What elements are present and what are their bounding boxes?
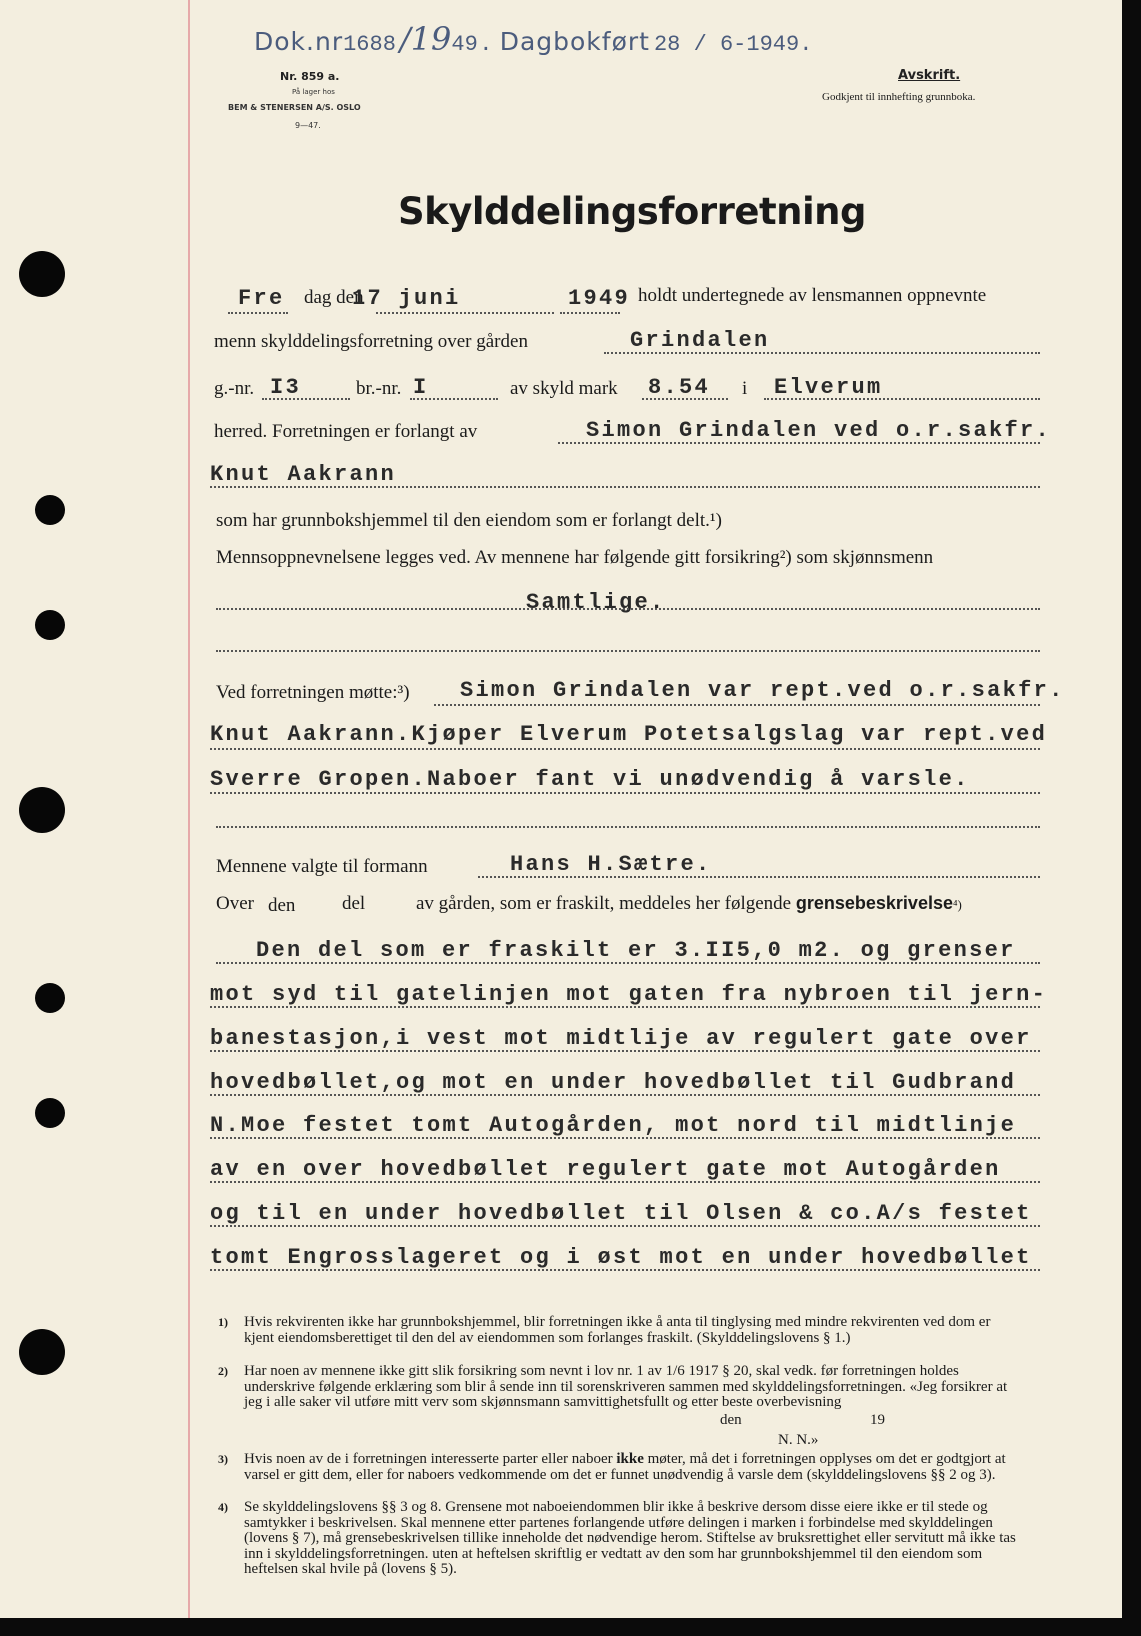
punch-hole — [19, 251, 65, 297]
farm-name: Grindalen — [630, 328, 770, 353]
punch-hole — [19, 787, 65, 833]
over-label: Over — [216, 893, 254, 914]
footnote-3-text-b: møter, må det i forretningen opplyses om det er godtgjort at varsel er gitt dem, eller for naboers vedkommende om det er funnet unødvendig å varsle dem (skylddelingslovens §§ 2 og 3). — [244, 1451, 1006, 1483]
boundary-line: N.Moe festet tomt Autogården, mot nord til midtlinje — [210, 1113, 1017, 1138]
copy-title: Avskrift. — [898, 68, 961, 83]
gnr-label: g.-nr. — [214, 378, 255, 399]
dagbok-month-year: 6-1949. — [719, 32, 813, 57]
dok-label: Dok.nr — [254, 27, 344, 56]
boundary-intro — [416, 893, 962, 915]
boundary-intro-bold: grensebeskrivelse — [795, 893, 953, 913]
chairman-name: Hans H.Sætre. — [510, 852, 712, 877]
requester-line-2: Knut Aakrann — [210, 462, 397, 487]
footnote-2-year: 19 — [870, 1412, 885, 1428]
punch-hole — [35, 495, 65, 525]
footnote-1-mark: 1) — [218, 1315, 228, 1329]
punch-hole — [19, 1329, 65, 1375]
municipality: Elverum — [774, 375, 883, 400]
publisher-line-3: 9—47. — [295, 121, 321, 130]
den-label: den — [268, 895, 296, 916]
footnote-3-text-a: Hvis noen av de i forretningen interesserte parter eller naboer — [244, 1451, 613, 1467]
meeting-line-1: Simon Grindalen var rept.ved o.r.sakfr. — [460, 678, 1065, 703]
dag-den-label: dag den — [304, 287, 364, 308]
boundary-line: av en over hovedbøllet regulert gate mot Autogården — [210, 1157, 1001, 1182]
meeting-line-2: Knut Aakrann.Kjøper Elverum Potetsalgslag var rept.ved — [210, 722, 1048, 747]
footnote-2-text: Har noen av mennene ikke gitt slik forsikring som nevnt i lov nr. 1 av 1/6 1917 § 20, skal vedk. før forretningen holdes underskrive følgende erklæring som blir å sende inn til sorenskriveren sammen med skylddelingsforretningen. «Jeg forsikrer at jeg i alle saker vil utføre mitt verv som skjønnsmann samvittighetsfullt og etter beste overbevisning — [244, 1363, 1008, 1410]
bnr-label: br.-nr. — [356, 378, 402, 399]
publisher-line-1: På lager hos — [292, 88, 335, 96]
requester-line-1: Simon Grindalen ved o.r.sakfr. — [586, 418, 1052, 443]
boundary-line: og til en under hovedbøllet til Olsen & co.A/s festet — [210, 1201, 1032, 1226]
boundary-line: hovedbøllet,og mot en under hovedbøllet til Gudbrand — [210, 1070, 1017, 1095]
punch-hole — [35, 983, 65, 1013]
dagbok-label: . Dagbokført — [481, 27, 650, 56]
red-margin-line — [188, 0, 190, 1618]
footnote-3-bold: ikke — [616, 1451, 644, 1467]
boundary-line: tomt Engrosslageret og i øst mot en under hovedbøllet — [210, 1245, 1032, 1270]
footnote-2-den: den — [720, 1412, 742, 1428]
footnote-2-mark: 2) — [218, 1364, 228, 1378]
i-label: i — [742, 378, 748, 399]
intro-text-2: menn skylddelingsforretning over gården — [214, 331, 528, 352]
footnote-2-nn: N. N.» — [778, 1432, 819, 1448]
weekday: Fre — [238, 286, 285, 311]
footnote-1-text: Hvis rekvirenten ikke har grunnbokshjemmel, blir forretningen ikke å anta til tinglysing med mindre rekvirenten ved dom er kjent eiendomsberettiget til den del av eiendommen som forlanges fraskilt. (Skylddelingslovens § 1.) — [244, 1314, 991, 1346]
footnote-4-mark: 4) — [218, 1500, 228, 1514]
skyld-value: 8.54 — [648, 375, 711, 400]
skyld-label: av skyld mark — [510, 378, 618, 399]
bnr-value: I — [413, 375, 429, 400]
intro-text-4: Mennsoppnevnelsene legges ved. Av mennene har følgende gitt forsikring²) som skjønnsmenn — [216, 547, 934, 568]
del-label: del — [342, 893, 366, 914]
herred-text: herred. Forretningen er forlangt av — [214, 421, 478, 442]
form-number: Nr. 859 a. — [280, 70, 340, 83]
punch-hole — [35, 1098, 65, 1128]
gnr-value: I3 — [270, 375, 302, 400]
intro-text-3: som har grunnbokshjemmel til den eiendom som er forlangt delt.¹) — [216, 510, 722, 531]
meeting-line-3: Sverre Gropen.Naboer fant vi unødvendig å varsle. — [210, 767, 970, 792]
boundary-line: mot syd til gatelinjen mot gaten fra nybroen til jern- — [210, 982, 1048, 1007]
assurance-text: Samtlige. — [526, 590, 666, 615]
intro-text-1: holdt undertegnede av lensmannen oppnevnte — [638, 285, 987, 306]
boundary-intro-text: av gården, som er fraskilt, meddeles her følgende — [416, 893, 792, 914]
boundary-line: banestasjon,i vest mot midtlije av regulert gate over — [210, 1026, 1032, 1051]
boundary-line: Den del som er fraskilt er 3.II5,0 m2. og grenser — [256, 938, 1016, 963]
chairman-label: Mennene valgte til formann — [216, 856, 428, 877]
registration-stamp: Dok.nr1688 /1949 . Dagbokført 28 / 6-1949. — [254, 20, 813, 58]
meeting-label: Ved forretningen møtte:³) — [216, 682, 410, 703]
dok-year-handwritten: /19 — [399, 20, 452, 58]
publisher-line-2: BEM & STENERSEN A/S. OSLO — [228, 103, 361, 112]
footnote-3-mark: 3) — [218, 1452, 228, 1466]
day-month: 17 juni — [352, 286, 461, 311]
punch-hole — [35, 610, 65, 640]
page-title: Skylddelingsforretning — [398, 190, 866, 233]
dagbok-day: 28 — [653, 32, 681, 57]
year: 1949 — [568, 286, 631, 311]
copy-note: Godkjent til innhefting grunnboka. — [822, 91, 976, 103]
dok-number: 1688 — [343, 32, 396, 57]
boundary-intro-sup: ⁴) — [952, 897, 962, 912]
footnote-4-text: Se skylddelingslovens §§ 3 og 8. Grensene mot naboeiendommen blir ikke å beskrive dersom disse eiere ikke er til stede og samtykker i beskrivelsen. Skal mennene etter partenes forlangende utføre delingen i marken i forbindelse med skylddelingen (lovens § 7), må grensebeskrivelsen tillike inneholde det nødvendige herom. Stiftelse av bruksrettighet eller servitutt må ikke tas inn i skylddelingsforretningen. uten at heftelsen skriftlig er vedtatt av den som har grunnbokshjemmel til den eiendom som heftelsen skal hvile på (lovens § 5). — [244, 1499, 1016, 1577]
dok-year-typed: 49 — [451, 32, 478, 57]
